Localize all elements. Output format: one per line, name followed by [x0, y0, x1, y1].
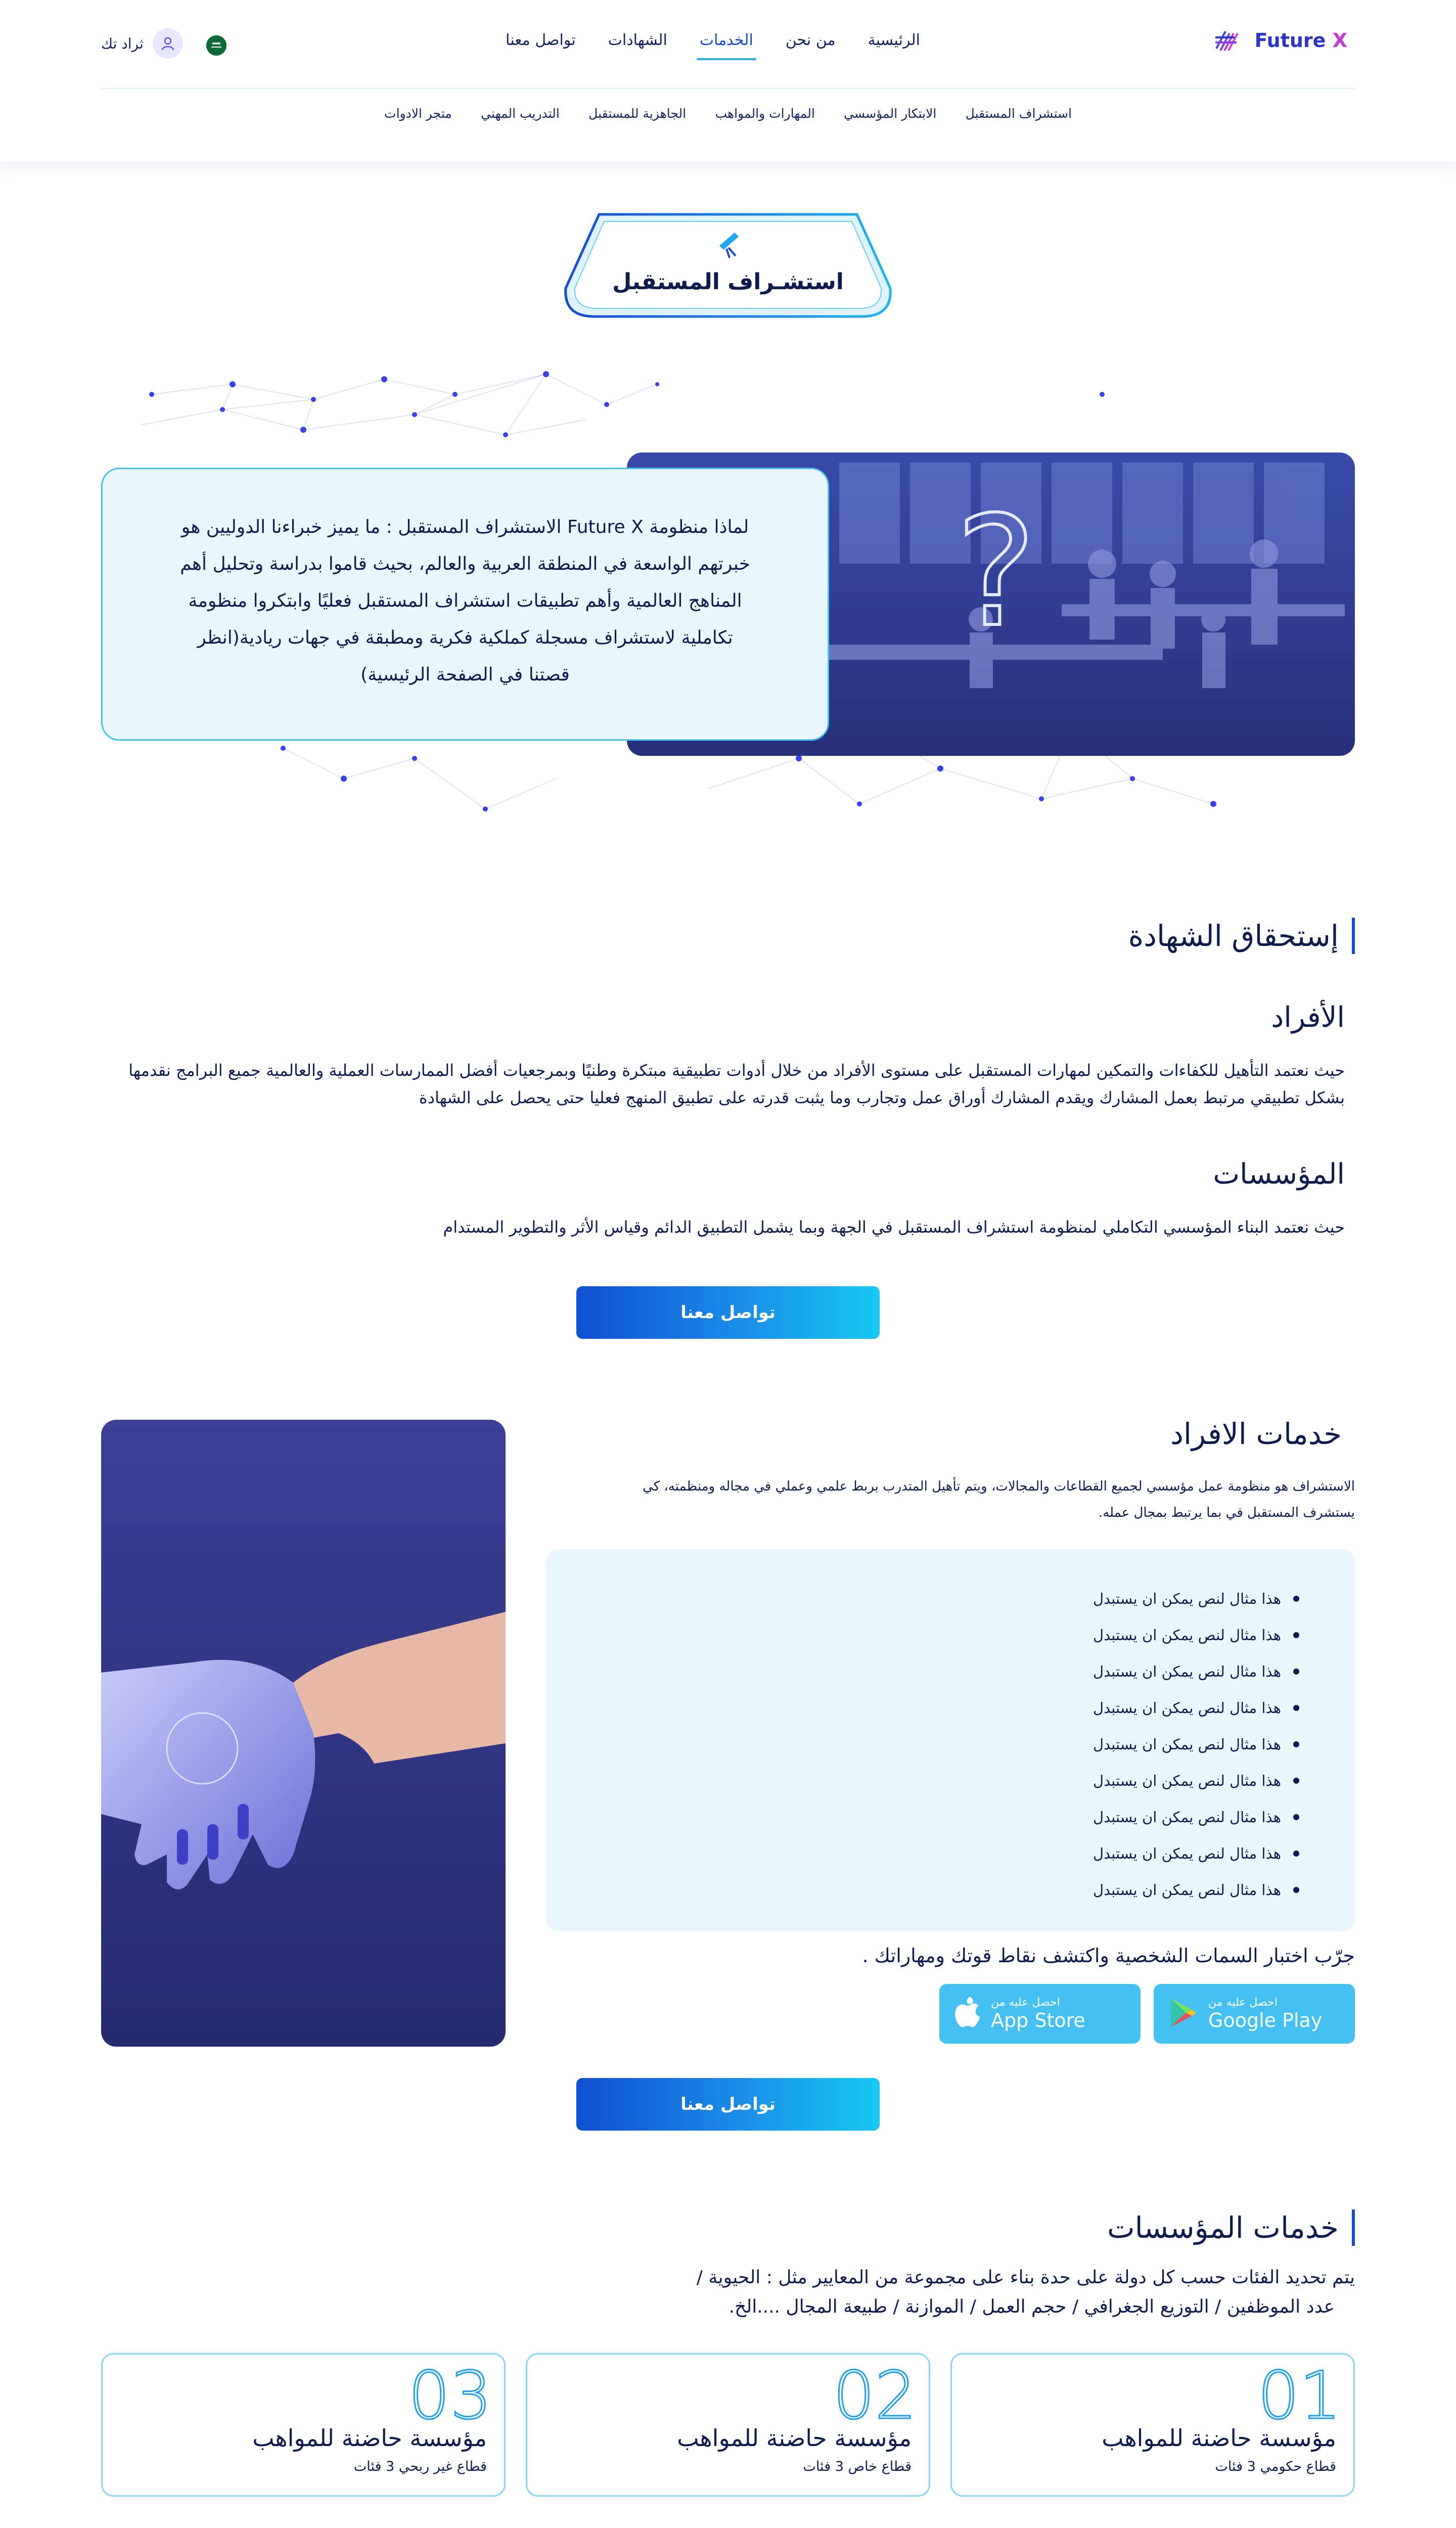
service-list-item: هذا مثال لنص يمكن ان يستبدل	[546, 1581, 1299, 1617]
service-list-item: هذا مثال لنص يمكن ان يستبدل	[546, 1799, 1299, 1835]
sub-nav-item[interactable]: المهارات والمواهب	[715, 106, 815, 121]
card-subtitle: قطاع خاص 3 فئات	[803, 2459, 912, 2474]
header-divider	[101, 88, 1355, 89]
google-play-icon	[1168, 1997, 1198, 2031]
google-play-small-label: احصل عليه من	[1208, 1996, 1278, 2009]
contact-button-certificate[interactable]: تواصل معنا	[576, 1286, 880, 1339]
sub-nav-item[interactable]: التدريب المهني	[481, 106, 560, 121]
main-nav	[506, 31, 920, 49]
card-title: مؤسسة حاضنة للمواهب	[1102, 2424, 1336, 2452]
contact-button-individuals[interactable]: تواصل معنا	[576, 2078, 880, 2131]
intro-text: لماذا منظومة Future X الاستشراف المستقبل : ما يميز خبراءنا الدوليين هو خبرتهم الواسعة في المنطقة العربية والعالم، بحيث قاموا بدراسة وتحليل أهم المناهج العالمية وأهم تطبيقات استشراف المستقبل فعليًا وابتكروا منظومة تكاملية لاستشراف مسجلة كملكية فكرية ومطبقة في جهات ريادية(انظر قصتنا في الصفحة الرئيسية)	[180, 517, 750, 685]
telescope-icon	[716, 230, 742, 262]
brand-name: Future	[1254, 29, 1326, 52]
main-nav-item[interactable]: الرئيسية	[868, 31, 920, 49]
personality-test-prompt: جرّب اختبار السمات الشخصية واكتشف نقاط قوتك ومهاراتك .	[862, 1945, 1355, 1967]
institution-services-desc	[344, 2263, 1355, 2322]
main-nav-item[interactable]: الشهادات	[608, 31, 667, 49]
certificate-title: إستحقاق الشهادة	[1128, 918, 1355, 954]
service-list-item: هذا مثال لنص يمكن ان يستبدل	[546, 1653, 1299, 1690]
card-subtitle: قطاع غير ربحي 3 فئات	[353, 2459, 487, 2474]
hero-title: استشـراف المستقبل	[612, 269, 844, 295]
main-nav-item[interactable]: من نحن	[785, 31, 836, 49]
institution-desc-line1: يتم تحديد الفئات حسب كل دولة على حدة بناء على مجموعة من المعايير مثل : الحيوية /	[696, 2267, 1355, 2288]
institution-card	[101, 2353, 506, 2497]
sub-nav	[384, 106, 1072, 121]
individuals-text: حيث نعتمد التأهيل للكفاءات والتمكين لمهارات المستقبل على مستوى الأفراد من خلال أدوات تطبيقية مبتكرة وطنيًا وبمرجعيات أفضل الممارسات العملية والعالمية جميع البرامج نقدمها بشكل تطبيقي مرتبط بعمل المشارك ويقدم المشارك أوراق عمل وتجارب وما يثبت قدرته على تطبيق المنهج فعليا حتى يحصل على الشهادة	[128, 1061, 1345, 1107]
logo-mark-icon	[1214, 28, 1247, 53]
institution-card	[526, 2353, 930, 2497]
site-header	[0, 0, 1456, 162]
service-list-item: هذا مثال لنص يمكن ان يستبدل	[546, 1763, 1299, 1799]
user-icon	[153, 28, 183, 59]
card-title: مؤسسة حاضنة للمواهب	[252, 2424, 487, 2452]
individuals-title: الأفراد	[1271, 1001, 1345, 1034]
individual-services-desc: الاستشراف هو منظومة عمل مؤسسي لجميع القطاعات والمجالات، ويتم تأهيل المتدرب بربط علمي وعملي في مجاله ومنظمته، كي يستشرف المستقبل في بما يرتبط بمجال عمله.	[643, 1479, 1355, 1520]
app-store-small-label: احصل عليه من	[991, 1996, 1060, 2009]
service-list-item: هذا مثال لنص يمكن ان يستبدل	[546, 1872, 1299, 1908]
institution-services-title: خدمات المؤسسات	[1107, 2209, 1355, 2246]
sub-nav-item[interactable]: متجر الادوات	[384, 106, 452, 121]
sub-nav-item[interactable]: استشراف المستقبل	[965, 106, 1072, 121]
app-store-label: App Store	[991, 2009, 1085, 2032]
services-list	[546, 1581, 1299, 1908]
google-play-label: Google Play	[1208, 2009, 1323, 2032]
brand-name-x: X	[1332, 29, 1347, 52]
brand-logo[interactable]	[1214, 28, 1347, 53]
svg-text:?: ?	[956, 484, 1036, 660]
institution-card	[950, 2353, 1355, 2497]
institution-desc-line2: عدد الموظفين / التوزيع الجغرافي / حجم العمل / الموازنة / طبيعة المجال ....الخ.	[729, 2296, 1335, 2317]
sub-nav-item[interactable]: الجاهزية للمستقبل	[588, 106, 687, 121]
login-button[interactable]	[101, 28, 183, 59]
card-title: مؤسسة حاضنة للمواهب	[677, 2424, 912, 2452]
hero-badge	[564, 212, 892, 319]
card-subtitle: قطاع حكومي 3 فئات	[1215, 2459, 1336, 2474]
card-number: 02	[833, 2357, 917, 2434]
main-nav-item[interactable]: تواصل معنا	[506, 31, 576, 49]
robot-handshake-image	[101, 1420, 506, 2047]
individual-services-title: خدمات الافراد	[1170, 1417, 1342, 1451]
institutions-text: حيث نعتمد البناء المؤسسي التكاملي لمنظومة استشراف المستقبل في الجهة وبما يشمل التطبيق الدائم وقياس الأثر والتطوير المستدام	[443, 1217, 1345, 1237]
service-list-item: هذا مثال لنص يمكن ان يستبدل	[546, 1726, 1299, 1763]
institutions-title: المؤسسات	[1213, 1158, 1345, 1191]
services-list-box	[546, 1549, 1355, 1931]
main-nav-item[interactable]: الخدمات	[699, 31, 753, 49]
service-list-item: هذا مثال لنص يمكن ان يستبدل	[546, 1835, 1299, 1872]
service-list-item: هذا مثال لنص يمكن ان يستبدل	[546, 1690, 1299, 1726]
service-list-item: هذا مثال لنص يمكن ان يستبدل	[546, 1617, 1299, 1653]
card-number: 01	[1257, 2357, 1341, 2434]
login-label: ثراد تك	[101, 35, 144, 52]
card-number: 03	[408, 2357, 492, 2434]
saudi-flag-icon[interactable]	[206, 35, 226, 56]
app-store-button[interactable]	[939, 1984, 1141, 2044]
intro-text-box	[101, 468, 829, 741]
apple-icon	[953, 1997, 981, 2031]
google-play-button[interactable]	[1154, 1984, 1355, 2044]
sub-nav-item[interactable]: الابتكار المؤسسي	[844, 106, 937, 121]
